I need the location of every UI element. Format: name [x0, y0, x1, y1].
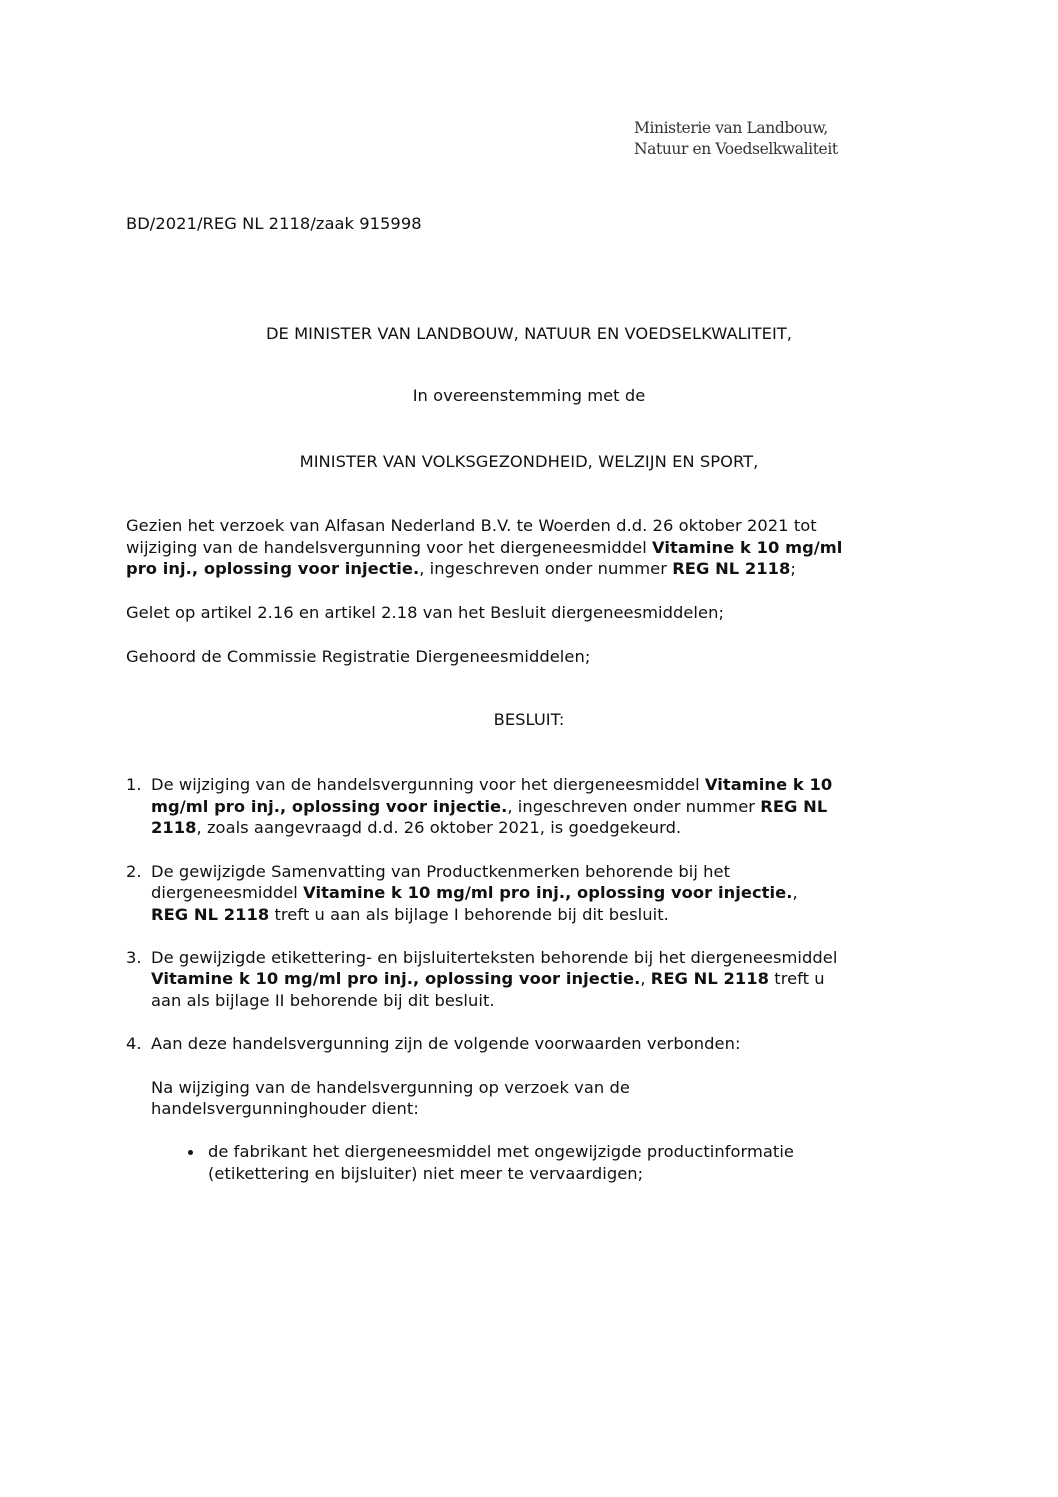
item-number: 3.: [126, 948, 142, 967]
product-name: mg/ml pro inj., oplossing voor injectie.: [151, 797, 508, 816]
item-line: aan als bijlage II behorende bij dit besluit.: [151, 991, 495, 1010]
registration-number: REG NL 2118: [151, 905, 270, 924]
item-line: [151, 904, 669, 926]
besluit-heading: BESLUIT:: [493, 710, 565, 729]
text: treft u aan als bijlage I behorende bij dit besluit.: [269, 905, 669, 924]
registration-number: 2118: [151, 818, 197, 837]
text: treft u: [769, 969, 825, 988]
item-line: De gewijzigde Samenvatting van Productkenmerken behorende bij het: [151, 862, 731, 881]
text: diergeneesmiddel: [151, 883, 304, 902]
product-name: Vitamine k 10 mg/ml: [652, 538, 843, 557]
bullet-icon: [188, 1150, 193, 1155]
registration-number: REG NL 2118: [650, 969, 770, 988]
logo-line-2: Natuur en Voedselkwaliteit: [634, 140, 838, 158]
condition-paragraph-line-1: Na wijziging van de handelsvergunning op verzoek van de: [151, 1078, 630, 1097]
gelet-paragraph: Gelet op artikel 2.16 en artikel 2.18 van het Besluit diergeneesmiddelen;: [126, 603, 724, 622]
item-line: [151, 882, 798, 904]
text: , ingeschreven onder nummer: [419, 559, 673, 578]
registration-number: REG NL: [760, 797, 828, 816]
gezien-line-1: Gezien het verzoek van Alfasan Nederland B.V. te Woerden d.d. 26 oktober 2021 tot: [126, 516, 817, 535]
text: , zoals aangevraagd d.d. 26 oktober 2021, is goedgekeurd.: [196, 818, 682, 837]
text: ,: [792, 883, 798, 902]
product-name: Vitamine k 10 mg/ml pro inj., oplossing voor injectie.: [151, 969, 641, 988]
item-number: 1.: [126, 775, 142, 794]
minister2-heading: MINISTER VAN VOLKSGEZONDHEID, WELZIJN EN SPORT,: [299, 452, 759, 471]
ministry-logo: [634, 118, 838, 160]
product-name: Vitamine k 10: [704, 775, 833, 794]
reference-number: BD/2021/REG NL 2118/zaak 915998: [126, 214, 422, 233]
gezien-line-3: [126, 558, 796, 580]
text: wijziging van de handelsvergunning voor het diergeneesmiddel: [126, 538, 653, 557]
item-line: [151, 774, 832, 796]
product-name: pro inj., oplossing voor injectie.: [126, 559, 420, 578]
item-line: [151, 817, 681, 839]
item-line: De gewijzigde etikettering- en bijsluiterteksten behorende bij het diergeneesmiddel: [151, 948, 838, 967]
item-number: 2.: [126, 862, 142, 881]
product-name: Vitamine k 10 mg/ml pro inj., oplossing voor injectie.: [303, 883, 793, 902]
bullet-line-2: (etikettering en bijsluiter) niet meer te vervaardigen;: [208, 1164, 644, 1183]
item-number: 4.: [126, 1034, 142, 1053]
logo-line-1: Ministerie van Landbouw,: [634, 119, 828, 137]
item-line: [151, 796, 827, 818]
item-line: [151, 968, 825, 990]
text: De wijziging van de handelsvergunning voor het diergeneesmiddel: [151, 775, 705, 794]
condition-paragraph-line-2: handelsvergunninghouder dient:: [151, 1099, 419, 1118]
registration-number: REG NL 2118: [672, 559, 791, 578]
text: ,: [640, 969, 651, 988]
text: ;: [790, 559, 796, 578]
gezien-line-2: [126, 537, 842, 559]
gehoord-paragraph: Gehoord de Commissie Registratie Diergeneesmiddelen;: [126, 647, 591, 666]
text: , ingeschreven onder nummer: [507, 797, 761, 816]
item-line: Aan deze handelsvergunning zijn de volgende voorwaarden verbonden:: [151, 1034, 741, 1053]
agreement-line: In overeenstemming met de: [412, 386, 646, 405]
bullet-line-1: de fabrikant het diergeneesmiddel met ongewijzigde productinformatie: [208, 1142, 795, 1161]
minister-heading: DE MINISTER VAN LANDBOUW, NATUUR EN VOEDSELKWALITEIT,: [265, 324, 793, 343]
